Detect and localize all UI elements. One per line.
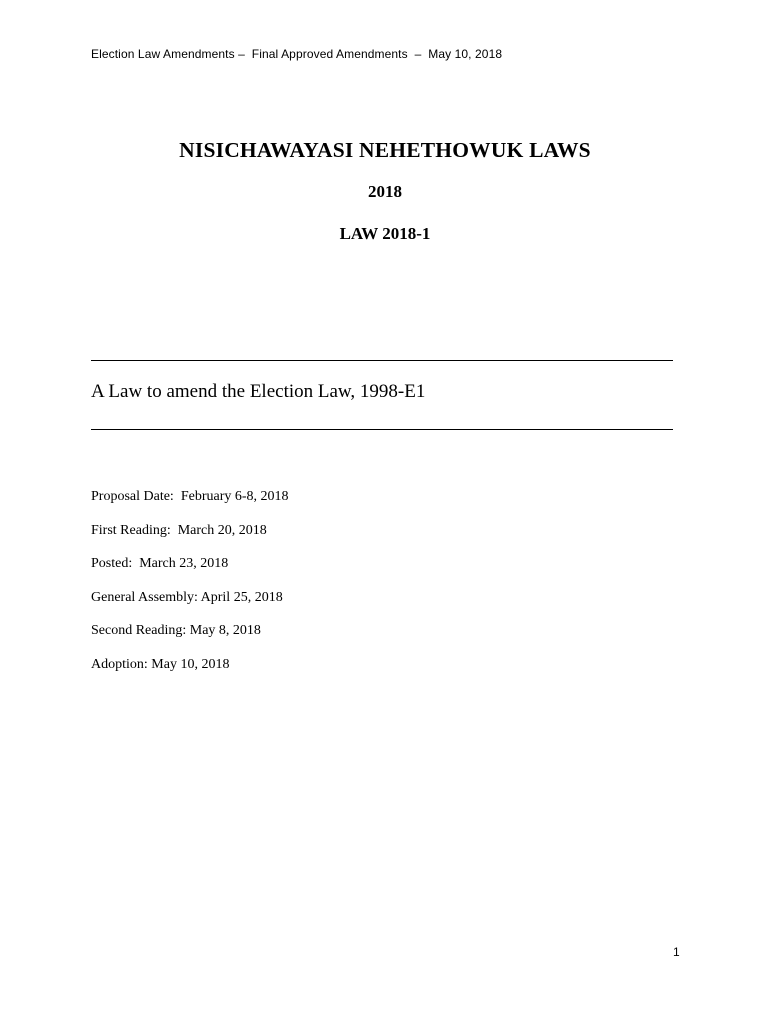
bottom-divider-line xyxy=(91,429,673,430)
document-title: NISICHAWAYASI NEHETHOWUK LAWS xyxy=(179,138,591,162)
page-number: 1 xyxy=(673,945,680,959)
document-year: 2018 xyxy=(368,182,402,201)
timeline-entry-posted: Posted: March 23, 2018 xyxy=(91,556,229,571)
timeline-entry-first-reading: First Reading: March 20, 2018 xyxy=(91,522,267,538)
timeline-entry-proposal-date: Proposal Date: February 6-8, 2018 xyxy=(91,489,289,504)
law-subtitle: A Law to amend the Election Law, 1998-E1 xyxy=(91,381,426,402)
timeline-entry-adoption: Adoption: May 10, 2018 xyxy=(91,656,230,672)
timeline-entry-second-reading: Second Reading: May 8, 2018 xyxy=(91,623,261,638)
reading-timeline xyxy=(91,488,289,689)
top-divider-line xyxy=(91,360,673,361)
running-header: Election Law Amendments – Final Approved Amendments – May 10, 2018 xyxy=(91,47,503,61)
timeline-entry-general-assembly: General Assembly: April 25, 2018 xyxy=(91,589,283,605)
law-number: LAW 2018-1 xyxy=(339,224,431,243)
